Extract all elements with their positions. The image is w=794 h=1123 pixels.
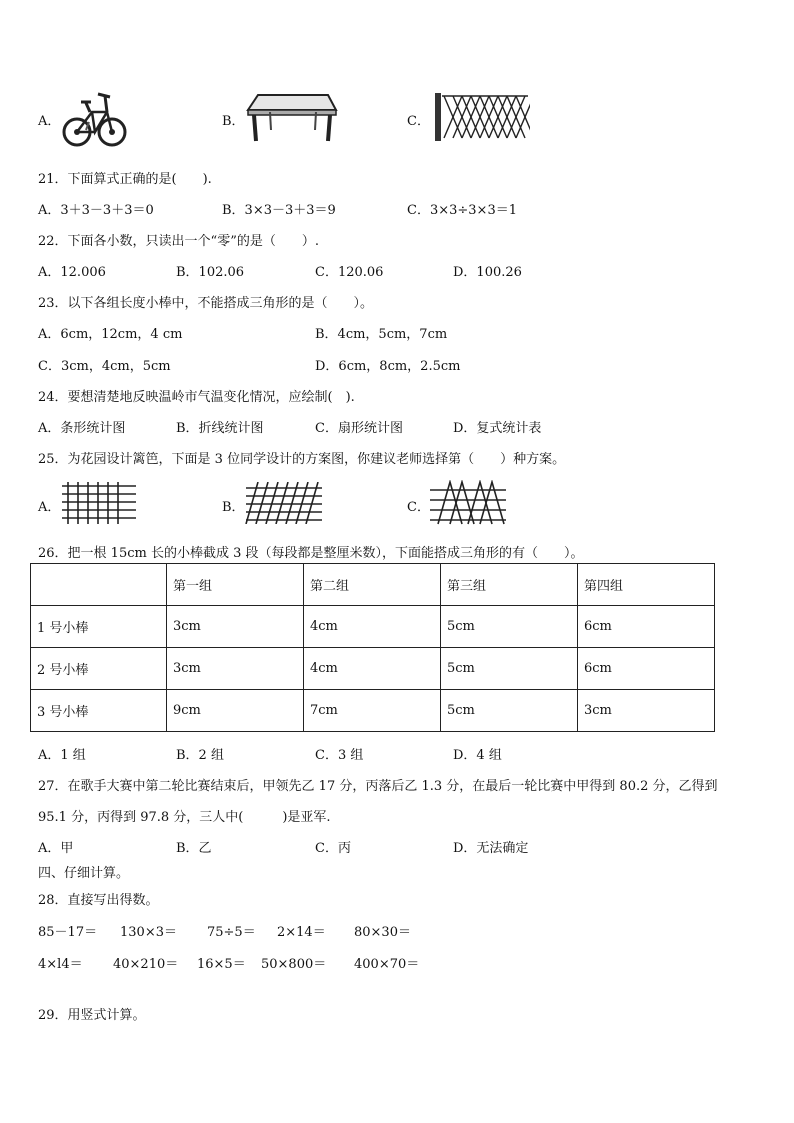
q22-option-a: A．12.006: [38, 265, 106, 280]
slanted-grid-fence-icon: [244, 482, 324, 524]
table-row: [31, 606, 715, 648]
table-cell: 4cm: [304, 648, 441, 690]
table-header-cell: 第三组: [441, 564, 578, 606]
q21-option-c: C．3×3÷3×3＝1: [407, 203, 517, 218]
q25-option-a-letter: A．: [38, 500, 61, 515]
q20-option-a-letter: A．: [38, 114, 61, 129]
q27-option-a: A．甲: [38, 841, 74, 856]
q21-stem: 21．下面算式正确的是( ).: [38, 172, 212, 187]
q27-stem-line1: 27．在歌手大赛中第二轮比赛结束后，甲领先乙 17 分，丙落后乙 1.3 分，在最后一轮比赛中甲得到 80.2 分，乙得到: [38, 779, 718, 794]
q27-option-d: D．无法确定: [453, 841, 529, 856]
q22-stem: 22．下面各小数，只读出一个“零”的是（ ）.: [38, 234, 319, 249]
q23-option-c: C．3cm，4cm，5cm: [38, 359, 171, 374]
calc-item: 400×70＝: [354, 957, 420, 972]
bicycle-image: [62, 86, 128, 150]
q25-option-c-letter: C．: [407, 500, 430, 515]
q24-option-c: C．扇形统计图: [315, 421, 403, 436]
calc-item: 40×210＝: [113, 957, 179, 972]
q21-option-a: A．3＋3－3＋3＝0: [38, 203, 154, 218]
table-header-row: [31, 564, 715, 606]
table-header-cell: 第二组: [304, 564, 441, 606]
calc-item: 2×14＝: [277, 925, 326, 940]
table-cell: 6cm: [578, 648, 715, 690]
calc-item: 85－17＝: [38, 925, 98, 940]
calc-item: 50×800＝: [261, 957, 327, 972]
table-cell: 3cm: [578, 690, 715, 732]
q26-option-a: A．1 组: [38, 748, 86, 763]
q22-option-c: C．120.06: [315, 265, 384, 280]
q20-option-c-letter: C．: [407, 114, 430, 129]
q23-option-a: A．6cm，12cm，4 cm: [38, 327, 183, 342]
table-cell: 9cm: [167, 690, 304, 732]
q22-option-b: B．102.06: [176, 265, 245, 280]
table-cell: 5cm: [441, 648, 578, 690]
table-cell: 3 号小棒: [31, 690, 167, 732]
q27-option-b: B．乙: [176, 841, 212, 856]
table-header-cell: 第四组: [578, 564, 715, 606]
table-image: [246, 92, 338, 144]
table-cell: 3cm: [167, 648, 304, 690]
q26-option-b: B．2 组: [176, 748, 224, 763]
table-cell: 7cm: [304, 690, 441, 732]
square-grid-fence-icon: [62, 482, 138, 524]
triangle-fence-icon: [430, 480, 506, 526]
q23-stem: 23．以下各组长度小棒中，不能搭成三角形的是（ ）。: [38, 296, 374, 311]
q26-stem: 26．把一根 15cm 长的小棒截成 3 段（每段都是整厘米数），下面能搭成三角形的有（ ）。: [38, 546, 584, 561]
table-header-cell: 第一组: [167, 564, 304, 606]
table-cell: 2 号小棒: [31, 648, 167, 690]
q24-option-b: B．折线统计图: [176, 421, 264, 436]
q27-option-c: C．丙: [315, 841, 351, 856]
calc-item: 130×3＝: [120, 925, 177, 940]
q27-stem-line2: 95.1 分，丙得到 97.8 分，三人中( )是亚军.: [38, 810, 331, 825]
table-header-cell: [31, 564, 167, 606]
q24-stem: 24．要想清楚地反映温岭市气温变化情况，应绘制( ).: [38, 390, 355, 405]
q24-option-d: D．复式统计表: [453, 421, 542, 436]
table-row: [31, 690, 715, 732]
q29-stem: 29．用竖式计算。: [38, 1008, 146, 1023]
retractable-gate-image: [434, 92, 530, 142]
calc-item: 16×5＝: [197, 957, 246, 972]
q25-option-b-letter: B．: [222, 500, 245, 515]
q26-option-d: D．4 组: [453, 748, 502, 763]
calc-item: 75÷5＝: [207, 925, 256, 940]
table-cell: 6cm: [578, 606, 715, 648]
calc-item: 4×l4＝: [38, 957, 83, 972]
section-title: 四、仔细计算。: [38, 866, 130, 881]
table-cell: 4cm: [304, 606, 441, 648]
table-cell: 1 号小棒: [31, 606, 167, 648]
q22-option-d: D．100.26: [453, 265, 522, 280]
table-cell: 3cm: [167, 606, 304, 648]
q25-stem: 25．为花园设计篱笆，下面是 3 位同学设计的方案图，你建议老师选择第（ ）种方案。: [38, 452, 566, 467]
q28-stem: 28．直接写出得数。: [38, 893, 159, 908]
table-cell: 5cm: [441, 606, 578, 648]
q21-option-b: B．3×3－3＋3＝9: [222, 203, 336, 218]
calc-item: 80×30＝: [354, 925, 411, 940]
table-cell: 5cm: [441, 690, 578, 732]
q26-option-c: C．3 组: [315, 748, 364, 763]
q24-option-a: A．条形统计图: [38, 421, 126, 436]
stick-groups-table: [30, 563, 715, 732]
q23-option-b: B．4cm，5cm，7cm: [315, 327, 448, 342]
q20-option-b-letter: B．: [222, 114, 245, 129]
table-row: [31, 648, 715, 690]
q23-option-d: D．6cm，8cm，2.5cm: [315, 359, 461, 374]
